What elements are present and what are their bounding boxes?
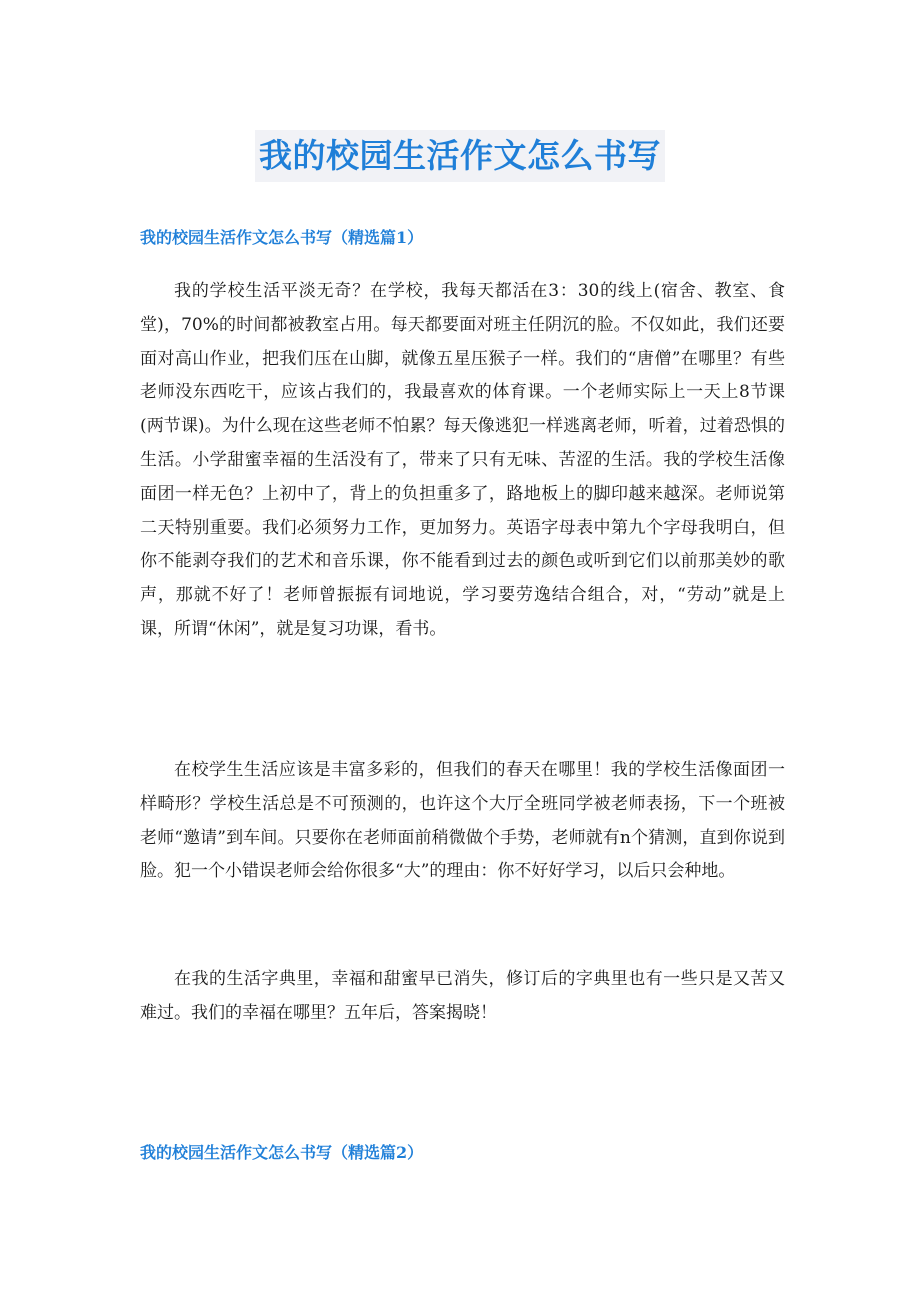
- section-1-paragraph-3-block: [140, 963, 785, 1031]
- paragraph-2: 在校学生生活应该是丰富多彩的，但我们的春天在哪里！我的学校生活像面团一样畸形？学校生活总是不可预测的，也许这个大厅全班同学被老师表扬，下一个班被老师“邀请”到车间。只要你在老师面前稍微做个手势，老师就有n个猜测，直到你说到脸。犯一个小错误老师会给你很多“大”的理由：你不好好学习，以后只会种地。: [140, 760, 785, 882]
- section-heading-1: 我的校园生活作文怎么书写（精选篇1）: [140, 228, 424, 247]
- title-container: [0, 130, 920, 182]
- section-1-paragraph-1-block: [140, 275, 785, 647]
- section-heading-2: 我的校园生活作文怎么书写（精选篇2）: [140, 1143, 424, 1162]
- paragraph-1: 我的学校生活平淡无奇？在学校，我每天都活在3：30的线上(宿舍、教室、食堂)，70%的时间都被教室占用。每天都要面对班主任阴沉的脸。不仅如此，我们还要面对高山作业，把我们压在山脚，就像五星压猴子一样。我们的“唐僧”在哪里？有些老师没东西吃干，应该占我们的，我最喜欢的体育课。一个老师实际上一天上8节课(两节课)。为什么现在这些老师不怕累？每天像逃犯一样逃离老师，听着，过着恐惧的生活。小学甜蜜幸福的生活没有了，带来了只有无味、苦涩的生活。我的学校生活像面团一样无色？上初中了，背上的负担重多了，路地板上的脚印越来越深。老师说第二天特别重要。我们必须努力工作，更加努力。英语字母表中第九个字母我明白，但你不能剥夺我们的艺术和音乐课，你不能看到过去的颜色或听到它们以前那美妙的歌声，那就不好了！老师曾振振有词地说，学习要劳逸结合组合，对，“劳动”就是上课，所谓“休闲”，就是复习功课，看书。: [140, 281, 785, 639]
- section-1-paragraph-2-block: [140, 754, 785, 889]
- paragraph-3: 在我的生活字典里，幸福和甜蜜早已消失，修订后的字典里也有一些只是又苦又难过。我们的幸福在哪里？五年后，答案揭晓！: [140, 969, 785, 1023]
- page-title: 我的校园生活作文怎么书写: [255, 130, 665, 182]
